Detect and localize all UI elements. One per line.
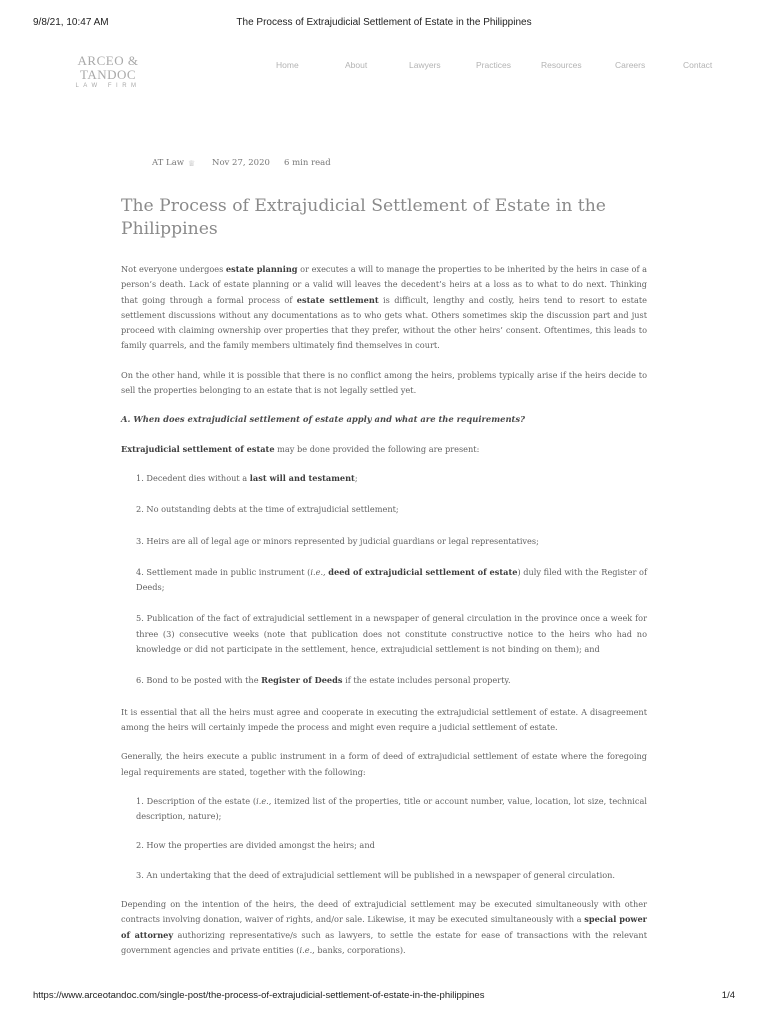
text-run: Depending on the intention of the heirs, the deed of extrajudicial settlement may be executed simultaneously with other contracts involving donation, waiver of rights, and/or sale. Likewise, it may be executed simultaneously with a [121, 899, 647, 925]
text-run: if the estate includes personal property. [342, 675, 511, 686]
keyword-special-power-of-attorney: special power of attorney [121, 914, 647, 940]
section-heading-a: A. When does extrajudicial settlement of estate apply and what are the requirements? [121, 414, 526, 425]
print-url: https://www.arceotandoc.com/single-post/the-process-of-extrajudicial-settlement-of-estate-in-the-philippines [33, 990, 485, 1001]
text-run: ) duly filed with the Register of Deeds; [136, 566, 647, 593]
nav-practices[interactable]: Practices [476, 60, 511, 70]
paragraph-agreement: It is essential that all the heirs must agree and cooperate in executing the extrajudicial settlement of estate. A disagreement among the heirs will certainly impede the process and might even require a judicial settlement of estate. [121, 706, 647, 732]
text-run: 4. Settlement made in public instrument ( [136, 566, 311, 577]
keyword-estate-settlement: estate settlement [296, 294, 379, 305]
list-item: 5. Publication of the fact of extrajudicial settlement in a newspaper of general circulation in the province once a week for three (3) consecutive weeks (note that publication does not constitute constructive notice to the heirs who had no knowledge or did not participate in the settlement, hence, extrajudicial settlement is not binding on them); and [136, 613, 647, 655]
text-run: i.e., [299, 944, 315, 955]
paragraph-requirements-intro [121, 442, 647, 457]
print-document-title: The Process of Extrajudicial Settlement of Estate in the Philippines [236, 17, 532, 28]
list-item [136, 565, 647, 596]
paragraph-conflict: On the other hand, while it is possible that there is no conflict among the heirs, problems typically arise if the heirs decide to sell the properties belonging to an estate that is not legally settled yet. [121, 369, 647, 396]
nav-careers[interactable]: Careers [615, 60, 646, 70]
article-title: The Process of Extrajudicial Settlement of Estate in the Philippines [121, 196, 606, 239]
paragraph-public-instrument: Generally, the heirs execute a public instrument in a form of deed of extrajudicial settlement of estate where the foregoing legal requirements are stated, together with the following: [121, 751, 647, 777]
nav-home[interactable]: Home [276, 60, 299, 70]
nav-about[interactable]: About [345, 60, 368, 70]
article-body [121, 195, 647, 972]
nav-resources[interactable]: Resources [541, 60, 582, 70]
post-date: Nov 27, 2020 [212, 158, 270, 168]
print-datetime: 9/8/21, 10:47 AM [33, 17, 109, 28]
read-time: 6 min read [284, 158, 331, 168]
text-run: 6. Bond to be posted with the [136, 675, 262, 686]
keyword-last-will: last will and testament [249, 472, 355, 483]
keyword-deed: deed of extrajudicial settlement of estate [328, 566, 518, 577]
crown-icon: ♕ [188, 159, 196, 168]
text-run: i.e., [256, 795, 272, 806]
nav-lawyers[interactable]: Lawyers [409, 60, 441, 70]
text-run: Not everyone undergoes [121, 264, 226, 274]
text-run: ; [354, 472, 358, 483]
list-item: 2. No outstanding debts at the time of extrajudicial settlement; [136, 504, 399, 515]
text-run: is difficult, lengthy and costly, heirs tend to resort to estate settlement discussions without any documentations as to who gets what. Others sometimes skip the discussion part and just proceed with claiming ownership over properties that they prefer, without the other heirs’ consent. Oftentimes, this leads to family quarrels, and the family members ultimately find themselves in court. [121, 294, 647, 351]
print-page-number: 1/4 [721, 990, 735, 1001]
text-run: or executes a will to manage the properties to be inherited by the heirs in case of a person’s death. Lack of estate planning or a valid will leaves the decedent’s heirs at a loss as to what to do next. Thinking that going through a formal process of [121, 264, 647, 305]
keyword-register-of-deeds: Register of Deeds [261, 675, 343, 686]
list-item: 3. Heirs are all of legal age or minors represented by judicial guardians or legal representatives; [136, 535, 539, 546]
text-run: i.e., [310, 566, 326, 577]
logo-sub-text: LAW FIRM [75, 83, 141, 89]
requirements-list [121, 471, 647, 689]
paragraph-special-power [121, 897, 647, 958]
logo-main-text: ARCEO & TANDOC [77, 53, 139, 82]
list-item: 2. How the properties are divided amongst the heirs; and [136, 840, 375, 851]
keyword-estate-planning: estate planning [225, 264, 298, 274]
text-run: authorizing representative/s such as lawyers, to settle the estate for ease of transactions with the relevant government agencies and private entities ( [121, 929, 647, 955]
list-item: 3. An undertaking that the deed of extrajudicial settlement will be published in a newspaper of general circulation. [136, 869, 616, 880]
nav-contact[interactable]: Contact [683, 60, 713, 70]
list-item [136, 471, 647, 486]
main-nav [48, 60, 720, 74]
paragraph-intro [121, 262, 647, 354]
list-item [136, 794, 647, 825]
text-run: banks, corporations). [314, 944, 406, 955]
site-header [48, 52, 720, 89]
deed-contents-list [121, 794, 647, 883]
keyword-extrajudicial-settlement: Extrajudicial settlement of estate [121, 443, 275, 454]
post-author[interactable]: AT Law [152, 158, 185, 168]
text-run: 1. Description of the estate ( [136, 795, 257, 806]
list-item [136, 673, 647, 688]
print-footer [33, 990, 735, 1004]
text-run: itemized list of the properties, title or account number, value, location, lot size, technical description, nature); [136, 795, 647, 822]
text-run: 1. Decedent dies without a [136, 472, 250, 483]
text-run: may be done provided the following are present: [274, 443, 480, 454]
